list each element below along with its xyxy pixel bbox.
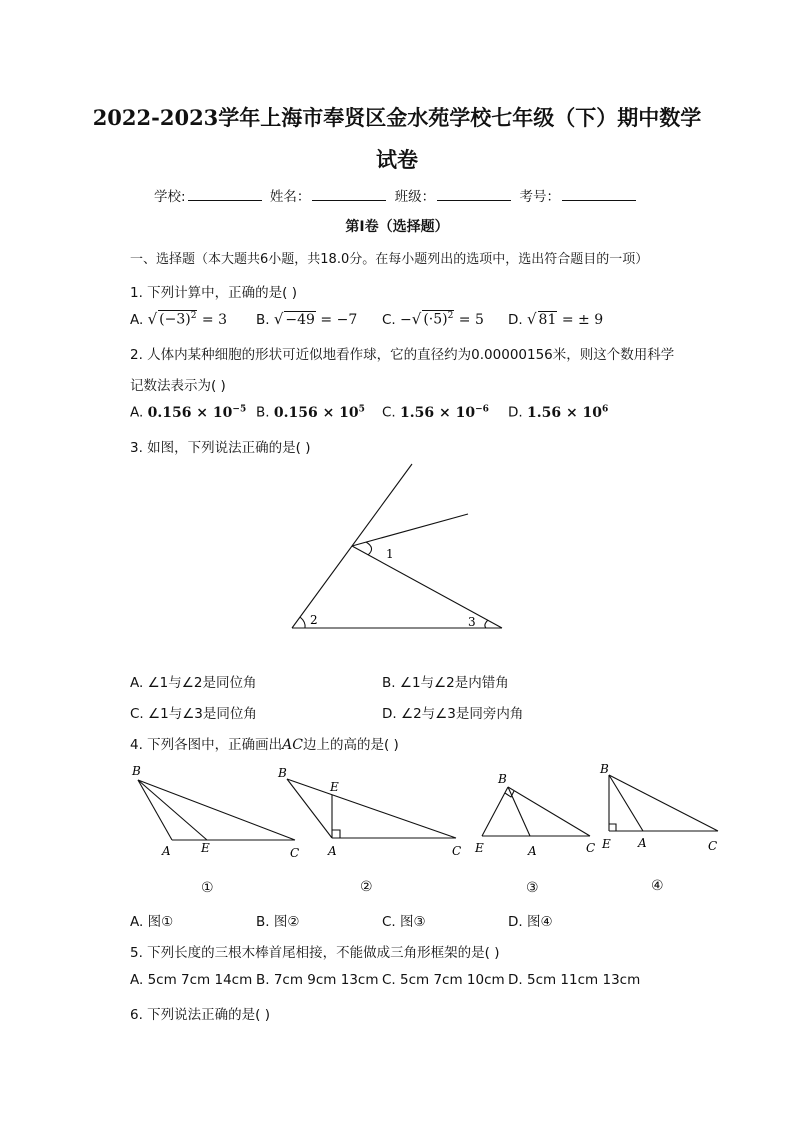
q4-fig4-label-e: E — [602, 837, 611, 851]
q4-caption-3: ③ — [526, 880, 539, 896]
q1-option-d[interactable]: D. √ 81 = ± 9 — [508, 310, 604, 328]
q4-fig4-label-b: B — [600, 762, 609, 776]
q5-stem: 5. 下列长度的三根木棒首尾相接，不能做成三角形框架的是( ) — [130, 945, 500, 961]
q4-caption-4: ④ — [651, 878, 664, 894]
q4-fig1-label-a: A — [162, 844, 171, 858]
q4-fig3-side-be — [482, 787, 508, 836]
q2-option-d[interactable]: D. $1.56 \times 10^6$ — [508, 404, 609, 421]
q4-option-b[interactable]: B. 图② — [256, 914, 300, 930]
q4-fig1-label-c: C — [290, 846, 300, 860]
q3-stem: 3. 如图，下列说法正确的是( ) — [130, 440, 311, 456]
q3-label-1: 1 — [386, 547, 394, 561]
q3-angle3-arc — [485, 620, 488, 628]
q4-fig2-right-angle — [332, 830, 340, 838]
q2-stem-line1: 2. 人体内某种细胞的形状可近似地看作球，它的直径约为0.00000156米，则这个数用科学 — [130, 347, 675, 363]
q5-option-d[interactable]: D. 5cm 11cm 13cm — [508, 972, 641, 988]
q5-option-b[interactable]: B. 7cm 9cm 13cm — [256, 972, 379, 988]
q3-transversal — [352, 546, 502, 628]
q3-label-2: 2 — [310, 613, 318, 627]
q4-fig2-side-bc — [287, 779, 456, 838]
q3-option-c[interactable]: C. ∠1与∠3是同位角 — [130, 706, 257, 722]
section-title: 第I卷（选择题） — [345, 219, 449, 235]
q4-fig3-label-e: E — [475, 841, 484, 855]
q6-stem: 6. 下列说法正确的是( ) — [130, 1007, 270, 1023]
q4-fig1-side-ab — [138, 780, 172, 840]
q4-fig4-label-a: A — [638, 836, 647, 850]
name-label: 姓名： — [269, 189, 311, 205]
q4-fig3-label-a: A — [528, 844, 537, 858]
q4-fig4-label-c: C — [708, 839, 718, 853]
q4-stem: 4. 下列各图中，正确画出AC边上的高的是( ) — [130, 737, 399, 753]
q5-option-a[interactable]: A. 5cm 7cm 14cm — [130, 972, 253, 988]
q2-option-b[interactable]: B. $0.156 \times 10^5$ — [256, 404, 365, 421]
q4-fig1-label-b: B — [132, 764, 141, 778]
q1-stem: 1. 下列计算中，正确的是( ) — [130, 285, 297, 301]
q4-fig1-side-bc — [138, 780, 295, 840]
q4-fig3-label-c: C — [586, 841, 596, 855]
q3-option-b[interactable]: B. ∠1与∠2是内错角 — [382, 675, 509, 691]
part1-header: 一、选择题（本大题共6小题，共18.0分。在每小题列出的选项中，选出符合题目的一项） — [130, 252, 649, 267]
q5-option-c[interactable]: C. 5cm 7cm 10cm — [382, 972, 505, 988]
q4-fig2-label-b: B — [278, 766, 287, 780]
exam-title-line2: 试卷 — [376, 147, 418, 172]
q1-option-b[interactable]: B. √ −49 = −7 — [256, 310, 358, 328]
q4-fig2-label-a: A — [328, 844, 337, 858]
q4-fig2-label-c: C — [452, 844, 462, 858]
q4-fig2-side-ab — [287, 779, 332, 838]
q4-fig4-right-angle — [609, 824, 616, 831]
number-label: 考号： — [519, 189, 560, 205]
school-label: 学校: — [154, 189, 186, 205]
q4-option-d[interactable]: D. 图④ — [508, 914, 553, 930]
q2-stem-line2: 记数法表示为( ) — [130, 378, 226, 394]
q3-label-3: 3 — [468, 615, 476, 629]
q2-option-a[interactable]: A. $0.156 \times 10^{-5}$ — [130, 404, 247, 421]
q3-option-a[interactable]: A. ∠1与∠2是同位角 — [130, 675, 257, 691]
q4-caption-2: ② — [360, 879, 373, 895]
q4-fig3-label-b: B — [498, 772, 507, 786]
q3-option-d[interactable]: D. ∠2与∠3是同旁内角 — [382, 706, 524, 722]
q4-option-c[interactable]: C. 图③ — [382, 914, 426, 930]
q4-fig4-side-bc — [609, 775, 718, 831]
q1-option-c[interactable]: C. −√ $(\cdot 5)^2 = 5$ — [382, 310, 484, 328]
q4-fig2-label-e: E — [330, 780, 339, 794]
q4-caption-1: ① — [201, 880, 214, 896]
q4-fig1-label-e: E — [201, 841, 210, 855]
q4-fig1-segment-be — [138, 780, 207, 840]
q3-upper-ray — [352, 514, 468, 546]
q4-fig3-side-bc — [508, 787, 590, 836]
q1-option-a[interactable]: A. √ $(-3)^2 = 3$ — [130, 310, 227, 328]
q3-angle2-arc — [300, 617, 305, 628]
q2-option-c[interactable]: C. $1.56 \times 10^{-6}$ — [382, 404, 489, 421]
exam-title-line1: 2022-2023学年上海市奉贤区金水苑学校七年级（下）期中数学 — [92, 105, 702, 130]
q4-option-a[interactable]: A. 图① — [130, 914, 174, 930]
q3-angle1-arc — [366, 542, 372, 555]
class-label: 班级： — [394, 189, 436, 205]
q4-fig3-segment-ba — [508, 787, 530, 836]
